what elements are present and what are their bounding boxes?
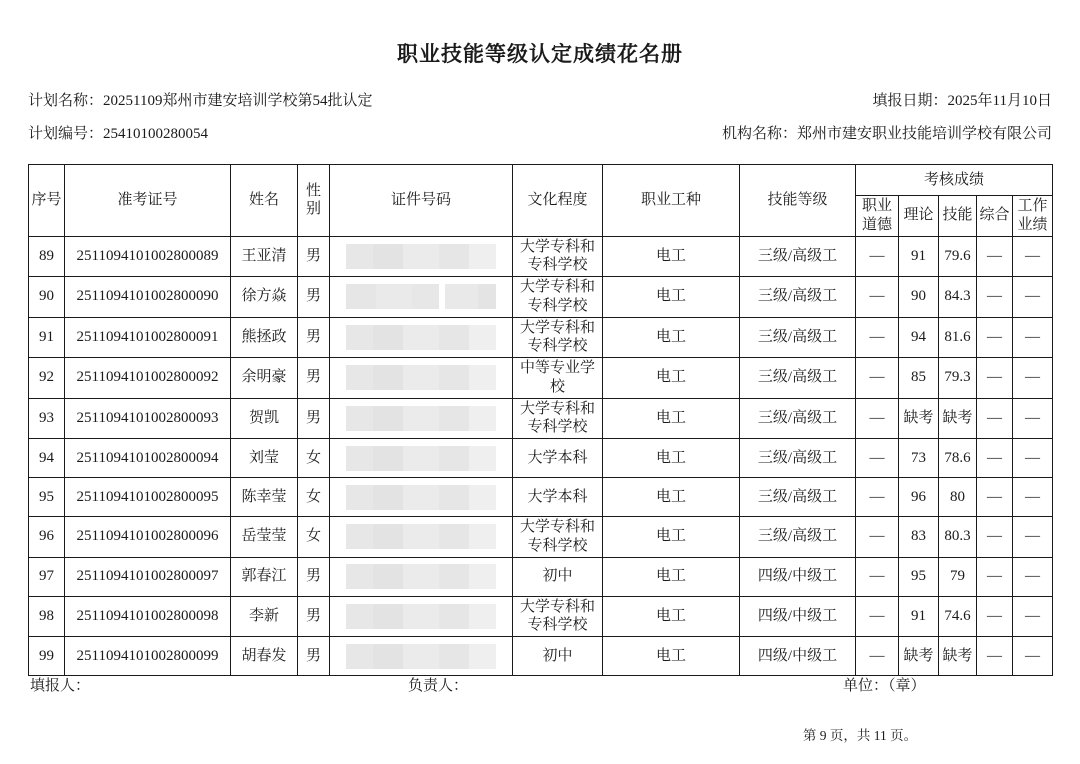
table-row <box>29 358 1053 399</box>
cell-name: 岳莹莹 <box>231 517 298 558</box>
cell-occupation: 电工 <box>603 517 740 558</box>
cell-score-skill: 78.6 <box>939 439 977 478</box>
cell-skill-level: 四级/中级工 <box>740 557 856 596</box>
table-row <box>29 439 1053 478</box>
header-education: 文化程度 <box>513 165 603 237</box>
cell-score-theory: 83 <box>899 517 939 558</box>
cell-ticket: 2511094101002800089 <box>65 236 231 277</box>
plan-name-value: 20251109郑州市建安培训学校第54批认定 <box>103 93 373 109</box>
cell-id-number <box>330 478 513 517</box>
cell-score-work: — <box>1013 637 1053 676</box>
cell-score-comprehensive: — <box>977 596 1013 637</box>
fill-date-value: 2025年11月10日 <box>947 93 1052 109</box>
cell-gender: 男 <box>298 596 330 637</box>
cell-skill-level: 三级/高级工 <box>740 277 856 318</box>
cell-gender: 女 <box>298 517 330 558</box>
cell-education: 大学本科 <box>513 478 603 517</box>
cell-score-skill: 84.3 <box>939 277 977 318</box>
cell-gender: 男 <box>298 317 330 358</box>
header-occupation: 职业工种 <box>603 165 740 237</box>
redacted-id-block <box>346 244 496 269</box>
redacted-id-block <box>346 485 496 510</box>
cell-gender: 男 <box>298 236 330 277</box>
table-header <box>29 165 1053 237</box>
cell-score-theory: 94 <box>899 317 939 358</box>
cell-score-ethics: — <box>856 557 899 596</box>
cell-occupation: 电工 <box>603 236 740 277</box>
cell-score-comprehensive: — <box>977 557 1013 596</box>
cell-score-skill: 74.6 <box>939 596 977 637</box>
cell-score-work: — <box>1013 277 1053 318</box>
cell-score-skill: 缺考 <box>939 398 977 439</box>
cell-ticket: 2511094101002800096 <box>65 517 231 558</box>
unit-label: 单位：（章） <box>843 678 926 694</box>
cell-seq: 99 <box>29 637 65 676</box>
cell-score-skill: 79 <box>939 557 977 596</box>
header-name: 姓名 <box>231 165 298 237</box>
redacted-id-block <box>346 446 496 471</box>
cell-score-comprehensive: — <box>977 439 1013 478</box>
redacted-id-block <box>346 644 496 669</box>
responsible-label: 负责人： <box>408 678 469 694</box>
redacted-id-block <box>346 524 496 549</box>
cell-name: 贺凯 <box>231 398 298 439</box>
cell-score-comprehensive: — <box>977 478 1013 517</box>
cell-id-number <box>330 557 513 596</box>
cell-occupation: 电工 <box>603 439 740 478</box>
cell-score-theory: 96 <box>899 478 939 517</box>
org-name <box>722 122 1052 143</box>
table-row <box>29 236 1053 277</box>
header-scores-group: 考核成绩 <box>856 165 1053 196</box>
header-score-comprehensive: 综合 <box>977 196 1013 237</box>
cell-seq: 91 <box>29 317 65 358</box>
cell-ticket: 2511094101002800093 <box>65 398 231 439</box>
cell-id-number <box>330 358 513 399</box>
page-title: 职业技能等级认定成绩花名册 <box>397 43 683 66</box>
header-ticket: 准考证号 <box>65 165 231 237</box>
table-row <box>29 637 1053 676</box>
cell-score-theory: 85 <box>899 358 939 399</box>
cell-score-ethics: — <box>856 637 899 676</box>
cell-gender: 男 <box>298 398 330 439</box>
cell-education: 大学专科和专科学校 <box>513 517 603 558</box>
cell-skill-level: 三级/高级工 <box>740 478 856 517</box>
meta-line-2 <box>28 122 1052 143</box>
results-table <box>28 164 1053 676</box>
cell-seq: 97 <box>29 557 65 596</box>
cell-name: 王亚清 <box>231 236 298 277</box>
cell-ticket: 2511094101002800094 <box>65 439 231 478</box>
cell-seq: 93 <box>29 398 65 439</box>
cell-gender: 女 <box>298 478 330 517</box>
plan-code <box>28 122 208 143</box>
plan-code-label: 计划编号： <box>28 126 104 142</box>
header-row-top <box>29 165 1053 196</box>
cell-skill-level: 三级/高级工 <box>740 317 856 358</box>
cell-gender: 男 <box>298 557 330 596</box>
cell-score-theory: 90 <box>899 277 939 318</box>
cell-score-ethics: — <box>856 439 899 478</box>
cell-score-ethics: — <box>856 517 899 558</box>
cell-skill-level: 三级/高级工 <box>740 439 856 478</box>
cell-name: 熊拯政 <box>231 317 298 358</box>
table-row <box>29 317 1053 358</box>
cell-score-skill: 81.6 <box>939 317 977 358</box>
cell-gender: 男 <box>298 637 330 676</box>
cell-occupation: 电工 <box>603 398 740 439</box>
cell-score-theory: 缺考 <box>899 637 939 676</box>
cell-id-number <box>330 236 513 277</box>
cell-score-comprehensive: — <box>977 637 1013 676</box>
cell-score-theory: 73 <box>899 439 939 478</box>
cell-name: 徐方焱 <box>231 277 298 318</box>
cell-ticket: 2511094101002800091 <box>65 317 231 358</box>
cell-seq: 90 <box>29 277 65 318</box>
cell-id-number <box>330 439 513 478</box>
cell-score-comprehensive: — <box>977 317 1013 358</box>
results-tbody <box>29 236 1053 676</box>
cell-occupation: 电工 <box>603 358 740 399</box>
cell-score-work: — <box>1013 236 1053 277</box>
cell-name: 李新 <box>231 596 298 637</box>
cell-skill-level: 三级/高级工 <box>740 358 856 399</box>
cell-seq: 95 <box>29 478 65 517</box>
cell-score-work: — <box>1013 478 1053 517</box>
cell-score-skill: 79.6 <box>939 236 977 277</box>
cell-name: 郭春江 <box>231 557 298 596</box>
cell-score-skill: 79.3 <box>939 358 977 399</box>
cell-score-theory: 91 <box>899 236 939 277</box>
cell-id-number <box>330 277 513 318</box>
cell-skill-level: 三级/高级工 <box>740 517 856 558</box>
org-name-label: 机构名称： <box>721 126 797 142</box>
header-score-skill: 技能 <box>939 196 977 237</box>
cell-score-skill: 80 <box>939 478 977 517</box>
cell-score-ethics: — <box>856 277 899 318</box>
cell-seq: 98 <box>29 596 65 637</box>
cell-score-work: — <box>1013 557 1053 596</box>
cell-name: 刘莹 <box>231 439 298 478</box>
cell-education: 大学专科和专科学校 <box>513 596 603 637</box>
cell-gender: 男 <box>298 358 330 399</box>
cell-skill-level: 四级/中级工 <box>740 596 856 637</box>
cell-gender: 男 <box>298 277 330 318</box>
redacted-id-block <box>346 406 496 431</box>
cell-occupation: 电工 <box>603 637 740 676</box>
plan-name-label: 计划名称： <box>28 93 104 109</box>
cell-education: 大学专科和专科学校 <box>513 236 603 277</box>
cell-seq: 89 <box>29 236 65 277</box>
cell-occupation: 电工 <box>603 557 740 596</box>
cell-occupation: 电工 <box>603 317 740 358</box>
redacted-id-block <box>346 604 496 629</box>
cell-ticket: 2511094101002800099 <box>65 637 231 676</box>
cell-seq: 96 <box>29 517 65 558</box>
table-row <box>29 596 1053 637</box>
cell-score-ethics: — <box>856 398 899 439</box>
cell-ticket: 2511094101002800095 <box>65 478 231 517</box>
cell-score-work: — <box>1013 317 1053 358</box>
cell-score-ethics: — <box>856 596 899 637</box>
header-skill-level: 技能等级 <box>740 165 856 237</box>
cell-occupation: 电工 <box>603 277 740 318</box>
cell-skill-level: 三级/高级工 <box>740 398 856 439</box>
cell-education: 大学本科 <box>513 439 603 478</box>
header-gender: 性别 <box>298 165 330 237</box>
cell-score-work: — <box>1013 596 1053 637</box>
cell-occupation: 电工 <box>603 478 740 517</box>
cell-score-skill: 80.3 <box>939 517 977 558</box>
cell-skill-level: 四级/中级工 <box>740 637 856 676</box>
cell-score-comprehensive: — <box>977 517 1013 558</box>
cell-id-number <box>330 317 513 358</box>
cell-ticket: 2511094101002800092 <box>65 358 231 399</box>
cell-education: 初中 <box>513 637 603 676</box>
cell-education: 中等专业学校 <box>513 358 603 399</box>
table-row <box>29 517 1053 558</box>
cell-score-ethics: — <box>856 236 899 277</box>
plan-code-value: 25410100280054 <box>103 126 209 142</box>
redacted-id-block <box>346 564 496 589</box>
cell-skill-level: 三级/高级工 <box>740 236 856 277</box>
cell-score-theory: 缺考 <box>899 398 939 439</box>
cell-score-skill: 缺考 <box>939 637 977 676</box>
header-id-number: 证件号码 <box>330 165 513 237</box>
org-name-value: 郑州市建安职业技能培训学校有限公司 <box>796 126 1052 142</box>
header-score-work: 工作业绩 <box>1013 196 1053 237</box>
cell-name: 余明豪 <box>231 358 298 399</box>
cell-seq: 92 <box>29 358 65 399</box>
cell-score-ethics: — <box>856 358 899 399</box>
page-number-info: 第 9 页，共 11 页。 <box>802 728 918 743</box>
redacted-id-block <box>346 284 496 309</box>
cell-score-comprehensive: — <box>977 398 1013 439</box>
cell-education: 大学专科和专科学校 <box>513 398 603 439</box>
cell-score-work: — <box>1013 358 1053 399</box>
cell-name: 陈幸莹 <box>231 478 298 517</box>
cell-score-theory: 91 <box>899 596 939 637</box>
cell-occupation: 电工 <box>603 596 740 637</box>
cell-score-comprehensive: — <box>977 277 1013 318</box>
fill-date-label: 填报日期： <box>872 93 948 109</box>
cell-score-work: — <box>1013 517 1053 558</box>
redacted-id-block <box>346 325 496 350</box>
cell-name: 胡春发 <box>231 637 298 676</box>
cell-seq: 94 <box>29 439 65 478</box>
cell-score-comprehensive: — <box>977 358 1013 399</box>
cell-id-number <box>330 637 513 676</box>
meta-line-1 <box>28 89 1052 110</box>
redacted-id-block <box>346 365 496 390</box>
cell-education: 初中 <box>513 557 603 596</box>
cell-id-number <box>330 398 513 439</box>
cell-score-comprehensive: — <box>977 236 1013 277</box>
cell-education: 大学专科和专科学校 <box>513 277 603 318</box>
cell-ticket: 2511094101002800090 <box>65 277 231 318</box>
table-row <box>29 277 1053 318</box>
cell-score-work: — <box>1013 439 1053 478</box>
cell-score-work: — <box>1013 398 1053 439</box>
plan-name <box>28 89 372 110</box>
fill-date <box>873 89 1052 110</box>
cell-score-ethics: — <box>856 478 899 517</box>
table-row <box>29 478 1053 517</box>
cell-gender: 女 <box>298 439 330 478</box>
table-row <box>29 398 1053 439</box>
cell-score-theory: 95 <box>899 557 939 596</box>
header-seq: 序号 <box>29 165 65 237</box>
table-row <box>29 557 1053 596</box>
cell-ticket: 2511094101002800097 <box>65 557 231 596</box>
cell-score-ethics: — <box>856 317 899 358</box>
header-score-ethics: 职业道德 <box>856 196 899 237</box>
filler-label: 填报人： <box>30 678 91 694</box>
header-score-theory: 理论 <box>899 196 939 237</box>
cell-ticket: 2511094101002800098 <box>65 596 231 637</box>
cell-id-number <box>330 596 513 637</box>
cell-id-number <box>330 517 513 558</box>
cell-education: 大学专科和专科学校 <box>513 317 603 358</box>
